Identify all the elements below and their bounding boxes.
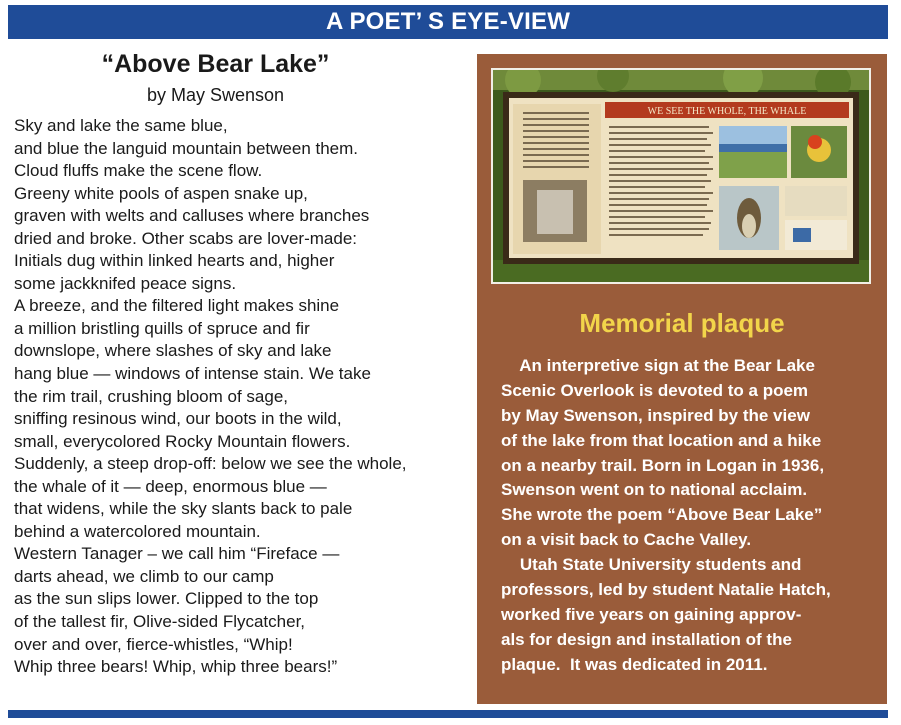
plaque-line: An interpretive sign at the Bear Lake [501, 356, 815, 375]
memorial-plaque-panel [477, 54, 887, 704]
plaque-line: She wrote the poem “Above Bear Lake” [501, 505, 823, 525]
plaque-line: professors, led by student Natalie Hatch, [501, 580, 831, 600]
poem-line: sniffing resinous wind, our boots in the wild, [14, 409, 342, 429]
poem-line: some jackknifed peace signs. [14, 273, 237, 293]
poem-line: Initials dug within linked hearts and, higher [14, 251, 335, 271]
poem-line: hang blue — windows of intense stain. We take [14, 364, 371, 384]
poem-line: Whip three bears! Whip, whip three bears!” [14, 657, 338, 677]
footer-rule [8, 710, 888, 718]
plaque-line: on a visit back to Cache Valley. [501, 530, 752, 550]
plaque-line: Swenson went on to national acclaim. [501, 480, 808, 500]
plaque-line: als for design and installation of the [501, 629, 792, 649]
poem-line: graven with welts and calluses where branches [14, 206, 370, 226]
plaque-photo [491, 68, 871, 284]
poem-line: a million bristling quills of spruce and fir [14, 318, 310, 338]
poem-line: Greeny white pools of aspen snake up, [14, 183, 308, 203]
poem-line: darts ahead, we climb to our camp [14, 566, 274, 586]
plaque-line: worked five years on gaining approv- [501, 604, 802, 624]
plaque-description [501, 354, 881, 678]
poem-byline: by May Swenson [146, 85, 285, 105]
plaque-line: Scenic Overlook is devoted to a poem [501, 380, 809, 400]
plaque-line: of the lake from that location and a hike [501, 430, 822, 450]
poem-line: behind a watercolored mountain. [14, 521, 261, 541]
page-banner [8, 5, 888, 39]
poem-line: Cloud fluffs make the scene flow. [14, 161, 263, 181]
poem-line: the whale of it — deep, enormous blue — [14, 476, 327, 496]
poem-line: that widens, while the sky slants back to pale [14, 499, 353, 519]
plaque-heading: Memorial plaque [579, 308, 785, 338]
poem-title: “Above Bear Lake” [101, 50, 330, 78]
poem-line: Suddenly, a steep drop-off: below we see the whole, [14, 454, 407, 474]
poem-line: A breeze, and the filtered light makes shine [14, 296, 340, 316]
poem-line: of the tallest fir, Olive-sided Flycatcher, [14, 612, 306, 632]
plaque-line: by May Swenson, inspired by the view [501, 405, 810, 425]
poem-text [14, 115, 474, 679]
poem-section [14, 46, 474, 679]
poem-line: Western Tanager – we call him “Fireface — [14, 544, 340, 564]
poem-line: Sky and lake the same blue, [14, 116, 228, 135]
poem-line: small, everycolored Rocky Mountain flowers. [14, 431, 351, 451]
plaque-line: plaque. It was dedicated in 2011. [501, 654, 768, 674]
plaque-photo-illustration [493, 70, 869, 282]
plaque-line: on a nearby trail. Born in Logan in 1936, [501, 455, 825, 475]
poem-line: downslope, where slashes of sky and lake [14, 341, 332, 361]
poem-line: dried and broke. Other scabs are lover-made: [14, 228, 358, 248]
sign-heading: WE SEE THE WHOLE, THE WHALE [647, 106, 807, 117]
poem-line: over and over, fierce-whistles, “Whip! [14, 634, 293, 654]
poem-line: and blue the languid mountain between them. [14, 138, 359, 158]
banner-title: A POET’ S EYE-VIEW [325, 8, 571, 35]
plaque-line: Utah State University students and [501, 555, 802, 575]
poem-line: the rim trail, crushing bloom of sage, [14, 386, 289, 406]
poem-line: as the sun slips lower. Clipped to the top [14, 589, 319, 609]
